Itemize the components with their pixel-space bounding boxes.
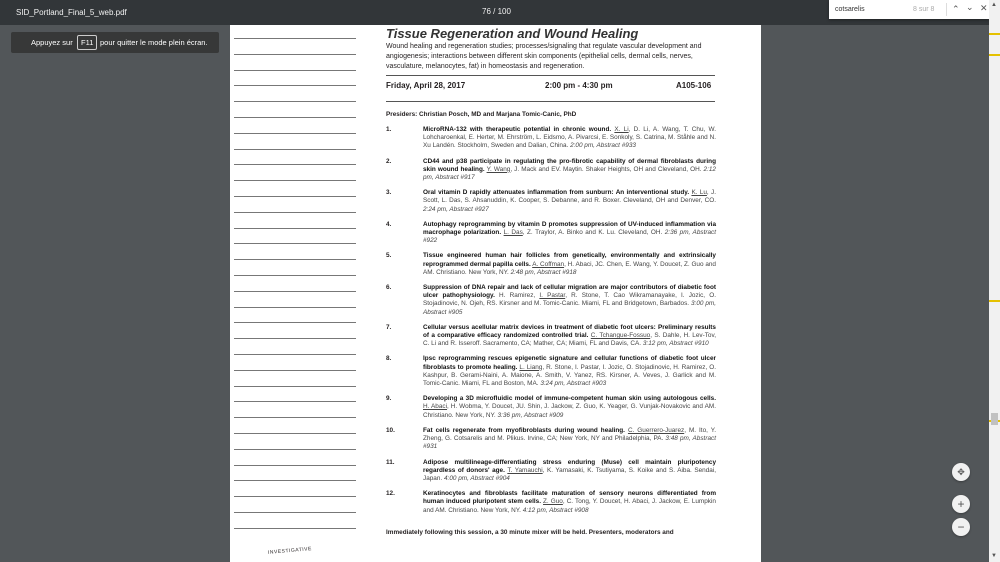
item-title: Oral vitamin D rapidly attenuates inflammation from sunburn: An interventional study. — [423, 189, 690, 197]
item-number: 3. — [386, 189, 392, 197]
notes-line — [234, 291, 356, 292]
item-number: 12. — [386, 490, 395, 498]
item-number: 1. — [386, 126, 392, 133]
close-icon[interactable]: ✕ — [980, 3, 988, 13]
notes-line — [234, 528, 356, 529]
item-authors: H. Ramirez, — [494, 292, 540, 300]
item-title: Cellular versus acellular matrix devices in treatment of diabetic foot ulcers: Preliminary results of a comparative efficacy randomized controlled trial. — [423, 323, 716, 340]
notes-line — [234, 149, 356, 150]
presiders: Presiders: Christian Posch, MD and Marjana Tomic-Canic, PhD — [386, 111, 577, 118]
item-presenter: Z. Guo — [543, 498, 563, 506]
page-separator: / — [493, 7, 496, 16]
notes-line — [234, 164, 356, 165]
toast-key: F11 — [77, 35, 97, 50]
notes-line — [234, 243, 356, 244]
notes-line — [234, 38, 356, 39]
item-time: 2:36 pm, Abstract #922 — [423, 229, 716, 245]
item-presenter: C. Guerrero-Juarez — [627, 426, 685, 434]
session-date: Friday, April 28, 2017 — [386, 81, 466, 90]
notes-line — [234, 259, 356, 260]
abstract-item — [386, 221, 716, 246]
item-presenter: T. Yamauchi — [507, 466, 543, 474]
notes-line — [234, 512, 356, 513]
chevron-up-icon[interactable]: ⌃ — [952, 4, 960, 14]
scroll-down-icon[interactable]: ▼ — [991, 553, 997, 559]
notes-line — [234, 180, 356, 181]
abstract-item — [386, 395, 716, 420]
item-title: Fat cells regenerate from myofibroblasts during wound healing. — [423, 426, 625, 434]
item-authors: , J. Scott, L. Das, S. Ahsanuddin, K. Cooper, S. Debanne, and R. Boxer. Cleveland, OH and Denver, CO. — [423, 189, 716, 205]
item-presenter: A. Coffman — [532, 260, 565, 268]
scrollbar-thumb[interactable] — [991, 413, 998, 425]
scroll-up-icon[interactable]: ▲ — [991, 2, 997, 8]
page-indicator — [482, 7, 511, 16]
item-number: 8. — [386, 355, 392, 363]
fullscreen-toast — [11, 32, 219, 53]
item-title: CD44 and p38 participate in regulating the pro-fibrotic capability of dermal fibroblasts during skin wound healing. — [423, 157, 716, 173]
notes-line — [234, 480, 356, 481]
item-authors: , M. Ito, Y. Zheng, G. Cotsarelis and M. Plikus. Irvine, CA; New York, NY and Philadelphia, PA. — [423, 426, 716, 443]
chevron-down-icon[interactable]: ⌄ — [966, 2, 974, 12]
item-time: 4:12 pm, Abstract #908 — [522, 506, 589, 514]
item-title: Ipsc reprogramming rescues epigenetic signature and cellular functions of diabetic foot ulcer fibroblasts to promote healing. — [423, 355, 716, 371]
notes-line — [234, 370, 356, 371]
item-title: Adipose multilineage-differentiating stress enduring (Muse) cell maintain pluripotency regardless of donors' age. — [423, 458, 716, 474]
notes-line — [234, 196, 356, 197]
zoom-in-button[interactable]: + — [952, 495, 970, 513]
notes-line — [234, 401, 356, 402]
item-authors: , K. Yamasaki, K. Tsutiyama, S. Koike and S. Aiba. Sendai, Japan. — [423, 466, 716, 482]
scrollbar[interactable] — [989, 0, 1000, 562]
item-number: 11. — [386, 458, 395, 466]
notes-line — [234, 307, 356, 308]
notes-line — [234, 228, 356, 229]
item-presenter: H. Abaci — [423, 403, 448, 411]
notes-line — [234, 386, 356, 387]
item-presenter: C. Tchangue-Fossuo — [590, 332, 651, 340]
item-time: 2:00 pm, Abstract #933 — [570, 142, 636, 150]
item-time: 3:36 pm, Abstract #909 — [497, 411, 564, 419]
item-authors: , H. Abaci, JC. Chen, E. Wang, Y. Doucet, Z. Guo and AM. Christiano. New York, NY. — [423, 260, 716, 276]
item-authors: , R. Stone, T. Cao Wikramanayake, I. Jozic, O. Stojadinovic, N. Ojeh, RS. Kirsner and M. Tomic-Canic. Miami, FL and Bridgetown, Barbados. — [423, 292, 716, 308]
item-authors: , C. Tong, Y. Doucet, H. Abaci, J. Jackow, E. Lumpkin and AM. Christiano. New York, NY. — [423, 498, 716, 514]
item-authors: , D. Li, A. Wang, T. Chu, W. Lohcharoenkal, E. Herter, M. Ehrström, L. Eidsmo, A. Pivarcsi, E. Sonkoly, S. Catrina, M. Ståhle and N. Xu Landén. Stockholm, Sweden and Dalian, China. — [423, 126, 716, 150]
session-room: A105-106 — [676, 81, 712, 90]
item-presenter: L. Das — [503, 229, 523, 237]
item-time: 4:00 pm, Abstract #904 — [443, 474, 510, 482]
item-title: Developing a 3D microfluidic model of immune-competent human skin using autologous cells. — [423, 395, 716, 403]
item-title: MicroRNA-132 with therapeutic potential in chronic wound. — [423, 126, 612, 133]
item-presenter: K. Lu — [691, 189, 707, 197]
zoom-out-button[interactable]: − — [952, 518, 970, 536]
notes-line — [234, 354, 356, 355]
abstract-item — [386, 459, 716, 484]
current-page[interactable]: 76 — [482, 7, 491, 16]
session-title: Tissue Regeneration and Wound Healing — [386, 26, 639, 41]
notes-line — [234, 449, 356, 450]
abstract-item — [386, 427, 716, 452]
toast-text: pour quitter le mode plein écran. — [100, 38, 208, 47]
find-count: 8 sur 8 — [913, 6, 935, 13]
search-match-marker — [989, 54, 1000, 56]
find-input[interactable]: cotsarelis — [835, 6, 865, 13]
divider — [386, 75, 715, 76]
item-presenter: Y. Wang — [486, 165, 511, 173]
notes-line — [234, 433, 356, 434]
item-authors: , R. Stone, I. Pastar, I. Jozic, O. Stojadinovic, H. Ramirez, O. Kashpur, B. Gerami-Naini, A. Maione, A. Smith, V. Yanez, RS. Kirsner, A. Veves, J. Garlick and M. Tomic-Canic. Miami, FL and Boston, MA. — [423, 363, 716, 388]
pdf-page — [230, 25, 761, 562]
fit-page-icon[interactable]: ✥ — [952, 463, 970, 481]
item-time: 3:24 pm, Abstract #903 — [540, 380, 607, 388]
notes-line — [234, 417, 356, 418]
notes-line — [234, 54, 356, 55]
session-dateline — [386, 81, 715, 92]
item-presenter: I. Pastar — [539, 292, 566, 300]
item-presenter: L. Liang — [519, 363, 543, 371]
abstract-item — [386, 490, 716, 515]
file-name: SID_Portland_Final_5_web.pdf — [16, 8, 127, 17]
toast-text: Appuyez sur — [31, 38, 73, 47]
divider — [386, 101, 715, 102]
divider — [946, 3, 947, 16]
item-presenter: X. Li — [614, 126, 629, 133]
footer-note: Immediately following this session, a 30 minute mixer will be held. Presenters, moderators and — [386, 528, 674, 536]
seal-logo: INVESTIGATIVE — [267, 546, 313, 556]
notes-line — [234, 496, 356, 497]
session-description: Wound healing and regeneration studies; processes/signaling that regulate vascular development and angiogenesis; interactions between different skin components (epithelial cells, dermal cells, nerves, vasculature, melanocytes, fat) in homeostasis and regeneration. — [386, 43, 702, 70]
item-number: 4. — [386, 220, 392, 228]
notes-line — [234, 322, 356, 323]
item-title: Autophagy reprogramming by vitamin D promotes suppression of UV-induced inflammation via macrophage polarization. — [423, 220, 716, 237]
total-pages: 100 — [497, 7, 511, 16]
abstract-item — [386, 284, 716, 317]
item-title: Tissue engineered human hair follicles from genetically, environmentally and extrinsically reprogrammed dermal papilla cells. — [423, 252, 716, 268]
item-time: 3:00 pm, Abstract #905 — [423, 300, 716, 316]
notes-line — [234, 275, 356, 276]
notes-line — [234, 338, 356, 339]
abstract-item — [386, 189, 716, 214]
item-authors: , J. Mack and EV. Maytin. Shaker Heights, OH and Cleveland, OH. — [510, 165, 702, 173]
item-time: 2:24 pm, Abstract #927 — [423, 205, 489, 213]
abstract-item — [386, 324, 716, 349]
item-authors: , H. Wobma, Y. Doucet, JU. Shin, J. Jackow, Z. Guo, K. Yeager, G. Vunjak-Novakovic and AM. Christiano. New York, NY. — [423, 403, 716, 419]
search-match-marker — [989, 33, 1000, 35]
notes-line — [234, 117, 356, 118]
item-authors: , S. Dahle, H. Lev-Tov, C. Li and R. Isseroff. Sacramento, CA; Mather, CA; Miami, FL and Davis, CA. — [423, 332, 716, 348]
notes-line — [234, 133, 356, 134]
item-authors: , Z. Traylor, A. Binko and K. Lu. Cleveland, OH. — [522, 229, 663, 237]
abstract-item — [386, 126, 716, 151]
item-time: 2:48 pm, Abstract #918 — [510, 268, 577, 276]
session-time: 2:00 pm - 4:30 pm — [545, 81, 613, 90]
item-number: 9. — [386, 395, 392, 403]
item-number: 5. — [386, 252, 392, 260]
abstract-item — [386, 158, 716, 183]
abstract-item — [386, 355, 716, 388]
find-bar — [829, 0, 989, 19]
item-number: 10. — [386, 426, 395, 434]
notes-line — [234, 101, 356, 102]
notes-line — [234, 85, 356, 86]
item-number: 6. — [386, 284, 392, 292]
notes-line — [234, 70, 356, 71]
notes-line — [234, 465, 356, 466]
item-number: 2. — [386, 157, 392, 165]
search-match-marker — [989, 300, 1000, 302]
item-time: 3:12 pm, Abstract #910 — [642, 340, 709, 348]
item-time: 3:48 pm, Abstract #931 — [423, 435, 716, 451]
item-title: Suppression of DNA repair and lack of cellular migration are major contributors of diabetic foot ulcer pathophysiology. — [423, 284, 716, 300]
item-number: 7. — [386, 323, 392, 331]
notes-line — [234, 212, 356, 213]
item-title: Keratinocytes and fibroblasts facilitate maturation of sensory neurons differentiated from human induced pluripotent stem cells. — [423, 490, 716, 506]
item-time: 2:12 pm, Abstract #917 — [423, 165, 716, 182]
abstract-item — [386, 252, 716, 277]
